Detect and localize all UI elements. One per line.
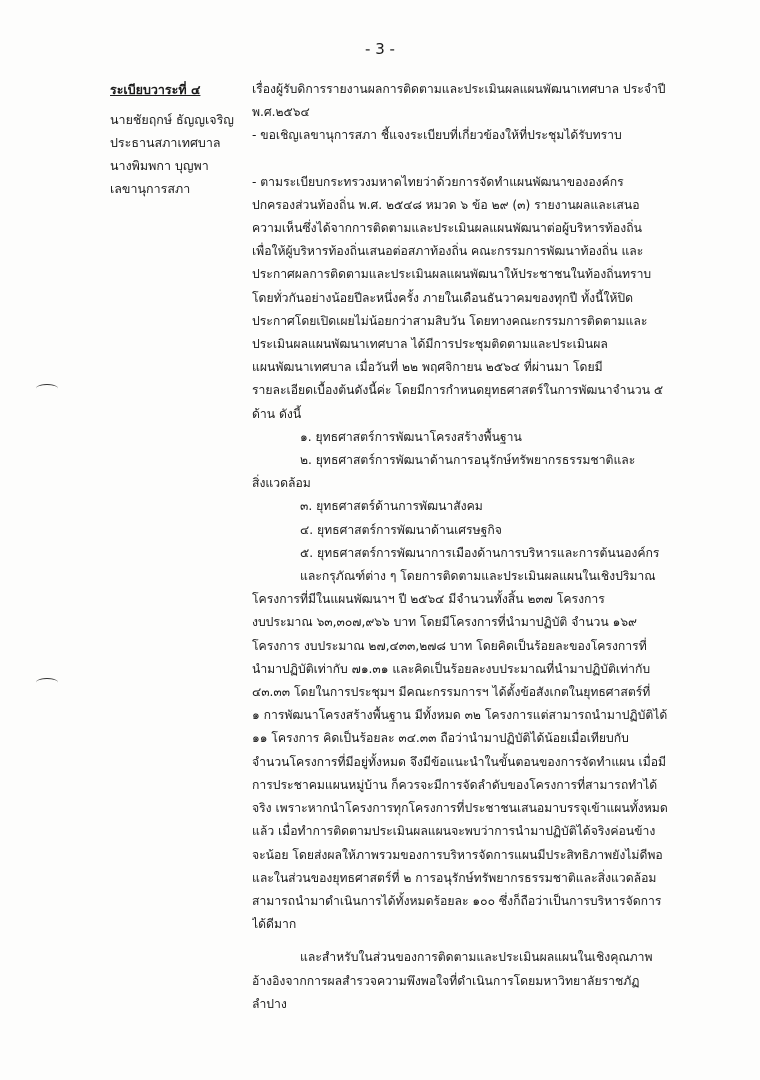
text-line: จริง เพราะหากนำโครงการทุกโครงการที่ประชาชนเสนอมาบรรจุเข้าแผนทั้งหมด [252,801,668,816]
text-line: เพื่อให้ผู้บริหารท้องถิ่นเสนอต่อสภาท้องถิ่น คณะกรรมการพัฒนาท้องถิ่น และ [252,244,644,259]
text-line: โครงการที่มีในแผนพัฒนาฯ ปี ๒๕๖๔ มีจำนวนทั้งสิ้น ๒๓๗ โครงการ [252,592,605,607]
speaker-name: นายชัยฤกษ์ ธัญญเจริญ [110,112,234,127]
strategy-list [252,426,707,565]
text-line: ปกครองส่วนท้องถิ่น พ.ศ. ๒๕๔๘ หมวด ๖ ข้อ ๒๙ (๓) รายงานผลและเสนอ [252,197,640,212]
text-line: - ตามระเบียบกระทรวงมหาดไทยว่าด้วยการจัดทำแผนพัฒนาขององค์กร [252,174,624,189]
main-text [252,78,707,1016]
text-line: และสำหรับในส่วนของการติดตามและประเมินผลแผนในเชิงคุณภาพ [300,950,653,965]
left-column [110,78,250,200]
margin-mark [36,384,58,393]
text-line: ลำปาง [252,996,287,1011]
text-line: นำมาปฏิบัติเท่ากับ ๗๑.๓๑ และคิดเป็นร้อยละงบประมาณที่นำมาปฏิบัติเท่ากับ [252,661,651,676]
text-line: และในส่วนของยุทธศาสตร์ที่ ๒ การอนุรักษ์ทรัพยากรธรรมชาติและสิ่งแวดล้อม [252,870,657,885]
text-line: ด้าน ดังนี้ [252,406,302,421]
speaker-role: ประธานสภาเทศบาล [110,135,221,150]
strategy-item: ๓. ยุทธศาสตร์ด้านการพัฒนาสังคม [300,499,483,514]
strategy-item-continued: สิ่งแวดล้อม [252,476,311,491]
text-line: ประกาศโดยเปิดเผยไม่น้อยกว่าสามสิบวัน โดยทางคณะกรรมการติดตามและ [252,313,648,328]
strategy-item: ๕. ยุทธศาสตร์การพัฒนาการเมืองด้านการบริหารและการต้นนองค์กร [300,545,660,560]
agenda-label: ระเบียบวาระที่ ๔ [110,82,201,97]
text-line: รายละเอียดเบื้องต้นดังนี้ค่ะ โดยมีการกำหนดยุทธศาสตร์ในการพัฒนาจำนวน ๕ [252,383,664,398]
strategy-item: ๔. ยุทธศาสตร์การพัฒนาด้านเศรษฐกิจ [300,522,502,537]
text-line: สามารถนำมาดำเนินการได้ทั้งหมดร้อยละ ๑๐๐ ซึ่งก็ถือว่าเป็นการบริหารจัดการ [252,893,662,908]
text-line: แผนพัฒนาเทศบาล เมื่อวันที่ ๒๒ พฤศจิกายน ๒๕๖๔ ที่ผ่านมา โดยมี [252,360,603,375]
strategy-item: ๑. ยุทธศาสตร์การพัฒนาโครงสร้างพื้นฐาน [300,429,522,444]
text-line: ๑ การพัฒนาโครงสร้างพื้นฐาน มีทั้งหมด ๓๒ โครงการแต่สามารถนำมาปฏิบัติได้ [252,708,668,723]
text-line: งบประมาณ ๖๓,๓๐๗,๙๖๖ บาท โดยมีโครงการที่นำมาปฏิบัติ จำนวน ๑๖๙ [252,615,637,630]
speaker-role: เลขานุการสภา [110,181,191,196]
text-line: จะน้อย โดยส่งผลให้ภาพรวมของการบริหารจัดการแผนมีประสิทธิภาพยังไม่ดีพอ [252,847,663,862]
text-line: อ้างอิงจากการผลสำรวจความพึงพอใจที่ดำเนินการโดยมหาวิทยาลัยราชภัฏ [252,973,640,988]
paragraph-2 [252,565,707,936]
text-line: โดยทั่วกันอย่างน้อยปีละหนึ่งครั้ง ภายในเดือนธันวาคมของทุกปี ทั้งนี้ให้ปิด [252,290,634,305]
text-line: โครงการ งบประมาณ ๒๗,๔๓๓,๒๗๘ บาท โดยคิดเป็นร้อยละของโครงการที่ [252,638,647,653]
invite-line: - ขอเชิญเลขานุการสภา ชี้แจงระเบียบที่เกี่ยวข้องให้ที่ประชุมได้รับทราบ [252,128,622,143]
text-line: การประชาคมแผนหมู่บ้าน ก็ควรจะมีการจัดลำดับของโครงการที่สามารถทำได้ [252,777,658,792]
speaker-name: นางพิมพกา บุญพา [110,158,209,173]
text-line: ๔๓.๓๓ โดยในการประชุมฯ มีคณะกรรมการฯ ได้ตั้งข้อสังเกตในยุทธศาสตร์ที่ [252,685,651,700]
text-line: แล้ว เมื่อทำการติดตามประเมินผลแผนจะพบว่าการนำมาปฏิบัติได้จริงค่อนข้าง [252,824,656,839]
text-line: จำนวนโครงการที่มีอยู่ทั้งหมด จึงมีข้อแนะนำในขั้นตอนของการจัดทำแผน เมื่อมี [252,754,667,769]
subject-line: เรื่องผู้รับดิการรายงานผลการติดตามและประเมินผลแผนพัฒนาเทศบาล ประจำปี [252,82,666,96]
margin-mark [36,678,58,687]
page-number: - 3 - [365,40,395,58]
text-line: ได้ดีมาก [252,917,297,932]
text-line: ๑๑ โครงการ คิดเป็นร้อยละ ๓๔.๓๓ ถือว่านำมาปฏิบัติได้น้อยเมื่อเทียบกับ [252,731,629,746]
strategy-item: ๒. ยุทธศาสตร์การพัฒนาด้านการอนุรักษ์ทรัพยากรธรรมชาติและ [300,453,636,468]
text-line: ประเมินผลแผนพัฒนาเทศบาล ได้มีการประชุมติดตามและประเมินผล [252,337,608,352]
paragraph-1 [252,171,707,426]
subject-line: พ.ศ.๒๕๖๔ [252,105,310,120]
paragraph-3 [252,946,707,1016]
text-line: ความเห็นซึ่งได้จากการติดตามและประเมินผลแผนพัฒนาต่อผู้บริหารท้องถิ่น [252,221,642,236]
text-line: ประกาศผลการติดตามและประเมินผลแผนพัฒนาให้ประชาชนในท้องถิ่นทราบ [252,267,652,282]
text-line: และกรุภัณฑ์ต่าง ๆ โดยการติดตามและประเมินผลแผนในเชิงปริมาณ [300,569,656,584]
